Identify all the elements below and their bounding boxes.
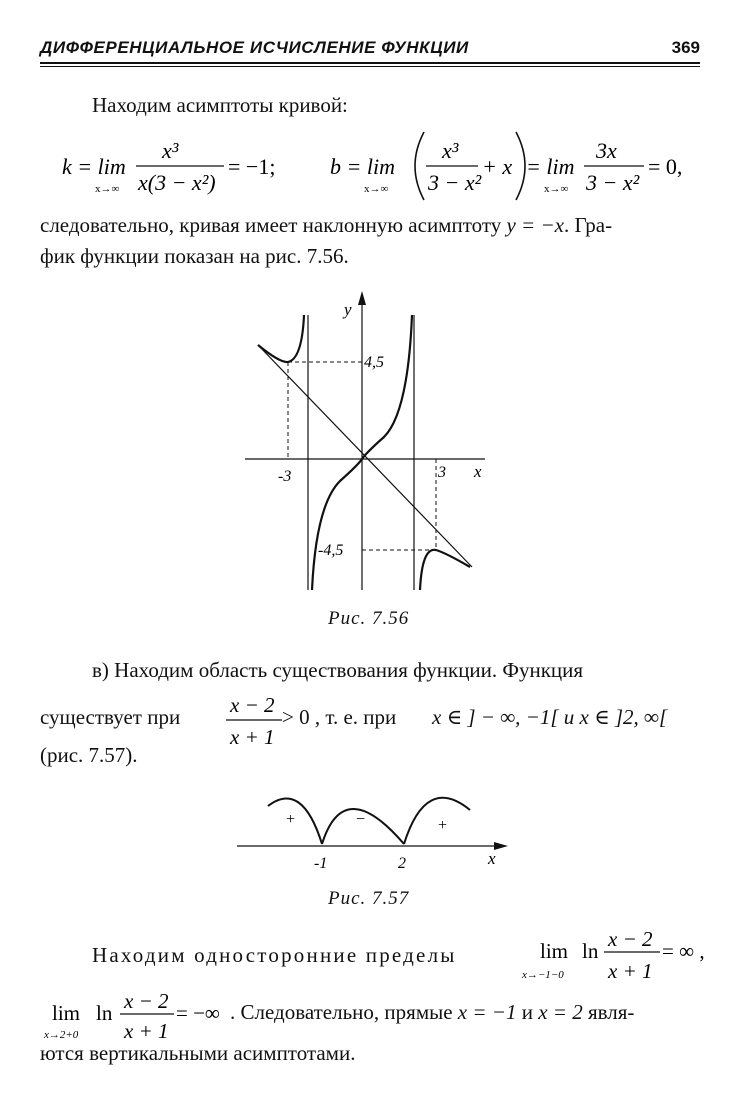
dashed-guide-left	[288, 362, 362, 459]
k-sub: x→∞	[95, 183, 120, 195]
lim2-ln: ln	[96, 1001, 113, 1025]
paragraph-domain-cont: > 0 , т. е. при	[282, 705, 397, 729]
right-paren	[516, 132, 525, 200]
header-rule-thin	[40, 66, 700, 67]
figure-7-57-sign-chart	[232, 780, 512, 880]
paragraph-asymptotes-intro: Находим асимптоты кривой:	[92, 93, 348, 117]
dashed-guide-right	[362, 459, 436, 550]
lim1-num: x − 2	[608, 927, 653, 951]
paragraph-slant-asymptote	[40, 210, 612, 240]
lim2-op: lim	[52, 1001, 81, 1025]
paragraph-domain-condition	[40, 702, 180, 732]
lim2-rhs: = −∞	[176, 1001, 220, 1025]
label-left-tick: -3	[278, 468, 292, 485]
figure-7-56-graph	[240, 285, 490, 595]
lim2-sub: x→2+0	[44, 1029, 79, 1041]
figure-7-56-caption: Рис. 7.56	[328, 608, 410, 629]
chapter-title: ДИФФЕРЕНЦИАЛЬНОЕ ИСЧИСЛЕНИЕ ФУНКЦИИ	[40, 38, 469, 57]
k-rhs: = −1;	[228, 154, 276, 179]
sign-minus: −	[356, 811, 366, 828]
b-plus: + x	[482, 154, 513, 179]
text-fragment: . Гра-	[563, 213, 613, 237]
b-den: 3 − x²	[428, 170, 482, 195]
formula-k-b	[40, 128, 720, 208]
lim2-den: x + 1	[124, 1019, 169, 1043]
dom-den: x + 1	[230, 725, 275, 749]
formula-domain-intervals: x ∈ ] − ∞, −1[ и x ∈ ]2, ∞[	[432, 705, 668, 729]
paragraph-figure-ref: (рис. 7.57).	[40, 743, 138, 767]
label-bottom-value: -4,5	[318, 542, 344, 559]
tick-label-left: -1	[314, 855, 328, 872]
k-lhs: k = lim	[62, 154, 126, 179]
label-top-value: 4,5	[364, 354, 384, 371]
x-axis-label: x	[474, 462, 482, 481]
paragraph-domain-intro: в) Находим область существования функции. Функция	[92, 658, 584, 682]
formula-inline: y = −x	[506, 213, 564, 237]
lim1-sub: x→−1−0	[522, 969, 564, 981]
text-fragment: и	[521, 1000, 533, 1024]
paragraph-graph-reference: фик функции показан на рис. 7.56.	[40, 244, 349, 268]
b-eq: = lim	[526, 154, 575, 179]
b-sub: x→∞	[364, 183, 389, 195]
y-axis-arrow	[358, 291, 366, 305]
k-num: x³	[162, 138, 179, 163]
page-number: 369	[671, 38, 700, 57]
tick-label-right: 2	[398, 855, 406, 872]
formula-limit-1	[514, 922, 714, 986]
text-fragment: существует при	[40, 705, 181, 729]
b-num2: 3x	[596, 138, 617, 163]
x-axis-arrow	[494, 842, 508, 850]
curve-left-branch	[258, 315, 304, 362]
header-rule	[40, 62, 700, 64]
dom-num: x − 2	[230, 693, 275, 717]
lim1-ln: ln	[582, 939, 599, 963]
paragraph-one-sided-limits: Находим односторонние пределы	[92, 943, 457, 967]
text-fragment: . Следовательно, прямые	[230, 1000, 453, 1024]
curve-right-branch	[420, 550, 470, 590]
y-axis-label: y	[344, 300, 352, 319]
paragraph-vertical-asymptotes	[230, 997, 634, 1027]
b-den2: 3 − x²	[586, 170, 640, 195]
formula-inline: x = 2	[538, 1000, 583, 1024]
lim1-op: lim	[540, 939, 569, 963]
k-den: x(3 − x²)	[138, 170, 216, 195]
label-right-tick: 3	[438, 464, 446, 481]
x-axis-label: x	[488, 849, 496, 868]
arc-right	[404, 798, 470, 844]
lim1-rhs: = ∞ ,	[662, 939, 705, 963]
text-fragment: следовательно, кривая имеет наклонную асимптоту	[40, 213, 502, 237]
sign-plus-right: +	[438, 817, 448, 834]
figure-7-57-caption: Рис. 7.57	[328, 888, 410, 909]
text-fragment: явля-	[587, 1000, 635, 1024]
left-paren	[415, 132, 424, 200]
lim1-den: x + 1	[608, 959, 653, 983]
formula-inline: x = −1	[457, 1000, 517, 1024]
sign-plus-left: +	[286, 811, 296, 828]
b-sub2: x→∞	[544, 183, 569, 195]
b-lhs: b = lim	[330, 154, 395, 179]
b-num: x³	[442, 138, 459, 163]
b-rhs: = 0,	[648, 154, 683, 179]
paragraph-conclusion: ются вертикальными асимптотами.	[40, 1041, 356, 1065]
lim2-num: x − 2	[124, 989, 169, 1013]
